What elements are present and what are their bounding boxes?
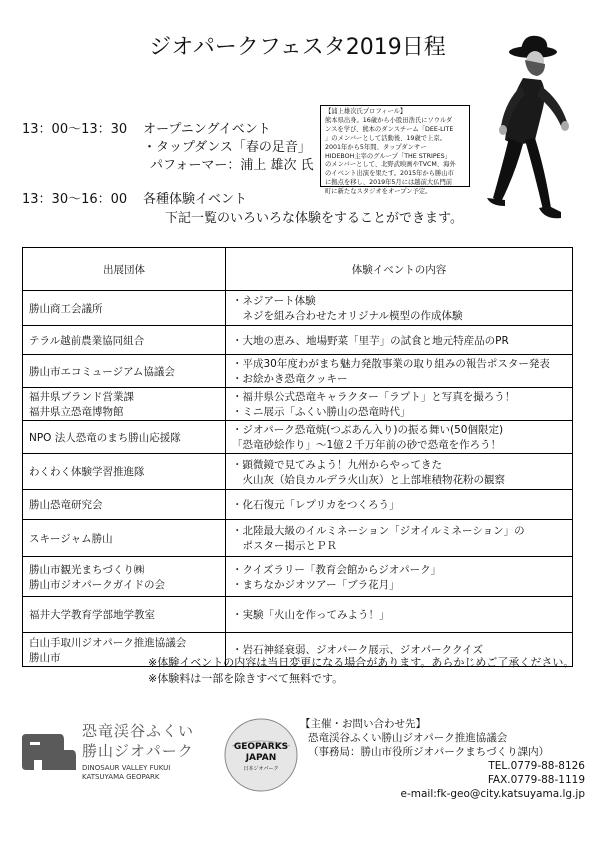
profile-line: のメンバーとして、北野武映画やTVCM、海外 bbox=[325, 161, 456, 169]
content-line: ・ジオパーク恐竜焼(つぶあん入り)の振る舞い(50個限定) bbox=[232, 424, 504, 436]
table-row bbox=[23, 520, 573, 557]
table-row bbox=[23, 490, 573, 520]
org-name: 勝山商工会議所 bbox=[29, 302, 103, 315]
geoparks-text: GEOPARKS bbox=[233, 742, 289, 752]
table-row bbox=[23, 388, 573, 421]
content-cell bbox=[226, 421, 573, 454]
contact-org: 恐竜渓谷ふくい勝山ジオパーク推進協議会 bbox=[308, 732, 508, 744]
contact-fax: FAX.0779-88-1119 bbox=[487, 774, 585, 786]
org-name: 勝山恐竜研究会 bbox=[29, 499, 103, 511]
org-name: 勝山市 bbox=[29, 651, 61, 664]
content-line: ・お絵かき恐竜クッキー bbox=[232, 373, 348, 385]
profile-line: に拠点を移し、2019年5月には越前大仏門前 bbox=[325, 179, 453, 187]
content-line: ・ネジアート体験 bbox=[232, 295, 316, 307]
org-cell bbox=[23, 520, 226, 557]
content-cell bbox=[226, 490, 573, 520]
profile-line: HIDEBOH主宰のグループ「THE STRIPES」 bbox=[325, 152, 451, 160]
content-line: ・福井県公式恐竜キャラクター「ラプト」と写真を撮ろう！ bbox=[232, 391, 516, 403]
profile-line: 」のメンバーとして活動後、19歳で上京。 bbox=[325, 134, 446, 142]
profile-line: のイベント出演を果たす。2015年から勝山市 bbox=[325, 170, 454, 178]
content-line: ・平成30年度わがまち魅力発散事業の取り組みの報告ポスター発表 bbox=[232, 358, 550, 370]
org-name: 勝山市観光まちづくり㈱ bbox=[29, 563, 145, 576]
content-line: ・岩石神経衰弱、ジオパーク展示、ジオパーククイズ bbox=[232, 644, 483, 656]
schedule-desc-2: 下記一覧のいろいろな体験をすることができます。 bbox=[165, 211, 463, 226]
profile-line: 熊本県出身。16歳から小股田浩氏にソウルダ bbox=[325, 116, 453, 124]
content-cell bbox=[226, 520, 573, 557]
profile-line: ンスを学び、熊本のダンスチーム「DEE-LITE bbox=[325, 125, 454, 133]
content-line: 火山灰（姶良カルデラ火山灰）と上部堆積物花粉の観察 bbox=[232, 473, 505, 486]
geoparks-japan-logo bbox=[222, 716, 300, 794]
column-header-content: 体験イベントの内容 bbox=[226, 248, 573, 291]
content-line: ・大地の恵み、地場野菜「里芋」の試食と地元特産品のPR bbox=[232, 334, 509, 347]
org-name: スキージャム勝山 bbox=[29, 532, 113, 545]
contact-tel: TEL.0779-88-8126 bbox=[488, 760, 585, 772]
content-line: ・まちなかジオツアー「ブラ花月」 bbox=[232, 578, 400, 591]
page-title: ジオパークフェスタ2019日程 bbox=[149, 35, 446, 60]
content-cell bbox=[226, 326, 573, 355]
org-cell bbox=[23, 291, 226, 326]
content-line: ・ミニ展示「ふくい勝山の恐竜時代」 bbox=[232, 406, 411, 418]
profile-box bbox=[320, 105, 470, 196]
content-line: ・実験「火山を作ってみよう！」 bbox=[232, 609, 390, 621]
table-row bbox=[23, 557, 573, 597]
content-line: ネジを組み合わせたオリジナル模型の作成体験 bbox=[232, 310, 463, 322]
content-line: 「恐竜砂絵作り」〜1億２千万年前の砂で恐竜を作ろう！ bbox=[232, 439, 502, 451]
org-name: 勝山市ジオパークガイドの会 bbox=[29, 578, 165, 591]
schedule-time-2: 13：30〜16：00 bbox=[22, 192, 128, 207]
dancer-photo bbox=[465, 30, 590, 245]
profile-line: 町に新たなスタジオをオープン予定。 bbox=[325, 188, 432, 196]
contact-email: e-mail:fk-geo@city.katsuyama.lg.jp bbox=[400, 788, 585, 800]
content-line: ・顕微鏡で見てみよう！九州からやってきた bbox=[232, 458, 442, 471]
table-row bbox=[23, 355, 573, 388]
table-row bbox=[23, 454, 573, 490]
contact-office: （事務局：勝山市役所ジオパークまちづくり課内） bbox=[308, 746, 550, 758]
org-cell bbox=[23, 388, 226, 421]
schedule-time-1: 13：00〜13：30 bbox=[22, 122, 128, 137]
content-cell bbox=[226, 291, 573, 326]
content-cell bbox=[226, 388, 573, 421]
org-name: 勝山市エコミュージアム協議会 bbox=[29, 365, 175, 378]
content-line: ・クイズラリー「教育会館からジオパーク」 bbox=[232, 563, 442, 576]
org-cell bbox=[23, 454, 226, 490]
notes bbox=[148, 655, 574, 687]
event-table bbox=[22, 247, 573, 667]
schedule-event-1: オープニングイベント bbox=[143, 122, 271, 137]
org-name: 福井県ブランド営業課 bbox=[29, 391, 134, 403]
nihon-geopark-text: 日本ジオパーク bbox=[243, 766, 279, 772]
logo-jp-line-1: 恐竜渓谷ふくい bbox=[82, 722, 195, 740]
org-cell bbox=[23, 421, 226, 454]
org-cell bbox=[23, 597, 226, 633]
logo-en-line-2: KATSUYAMA GEOPARK bbox=[82, 773, 160, 781]
column-header-org: 出展団体 bbox=[23, 248, 226, 291]
content-cell bbox=[226, 355, 573, 388]
org-cell bbox=[23, 326, 226, 355]
schedule-event-2: 各種体験イベント bbox=[143, 192, 248, 207]
content-cell bbox=[226, 597, 573, 633]
org-cell bbox=[23, 490, 226, 520]
org-name: 白山手取川ジオパーク推進協議会 bbox=[29, 636, 187, 649]
note-line: ※体験料は一部を除きすべて無料です。 bbox=[148, 672, 344, 685]
content-cell bbox=[226, 454, 573, 490]
content-cell bbox=[226, 557, 573, 597]
contact-heading: 【主催・お問い合わせ先】 bbox=[300, 718, 426, 730]
org-cell bbox=[23, 355, 226, 388]
table-row bbox=[23, 597, 573, 633]
japan-text: JAPAN bbox=[245, 753, 277, 763]
schedule-performer: パフォーマー：浦上 雄次 氏 bbox=[150, 158, 314, 173]
profile-line: 2001年から5年間、タップダンサー bbox=[325, 143, 427, 151]
dinosaur-valley-logo bbox=[20, 718, 220, 798]
org-name: 福井県立恐竜博物館 bbox=[29, 406, 124, 418]
table-row bbox=[23, 326, 573, 355]
content-line: ・北陸最大級のイルミネーション「ジオイルミネーション」の bbox=[232, 525, 525, 537]
contact-block bbox=[300, 717, 585, 801]
org-name: わくわく体験学習推進隊 bbox=[29, 466, 145, 478]
table-row bbox=[23, 291, 573, 326]
org-name: 福井大学教育学部地学教室 bbox=[29, 609, 155, 621]
content-line: ・化石復元「レプリカをつくろう」 bbox=[232, 499, 400, 511]
dinosaur-logo-icon bbox=[20, 720, 78, 776]
org-cell bbox=[23, 557, 226, 597]
schedule-sub-1: ・タップダンス「春の足音」 bbox=[143, 140, 311, 155]
table-header-row bbox=[23, 248, 573, 291]
org-name: NPO 法人恐竜のまち勝山応援隊 bbox=[29, 431, 181, 444]
table-row bbox=[23, 421, 573, 454]
logo-jp-line-2: 勝山ジオパーク bbox=[82, 742, 194, 760]
logo-en-line-1: DINOSAUR VALLEY FUKUI bbox=[82, 764, 171, 772]
org-name: テラル越前農業協同組合 bbox=[29, 334, 145, 347]
profile-heading: 【浦上雄次氏プロフィール】 bbox=[325, 108, 407, 115]
content-line: ポスター掲示とＰＲ bbox=[232, 540, 337, 552]
note-line: ※体験イベントの内容は当日変更になる場合があります。あらかじめご了承ください。 bbox=[148, 656, 575, 669]
